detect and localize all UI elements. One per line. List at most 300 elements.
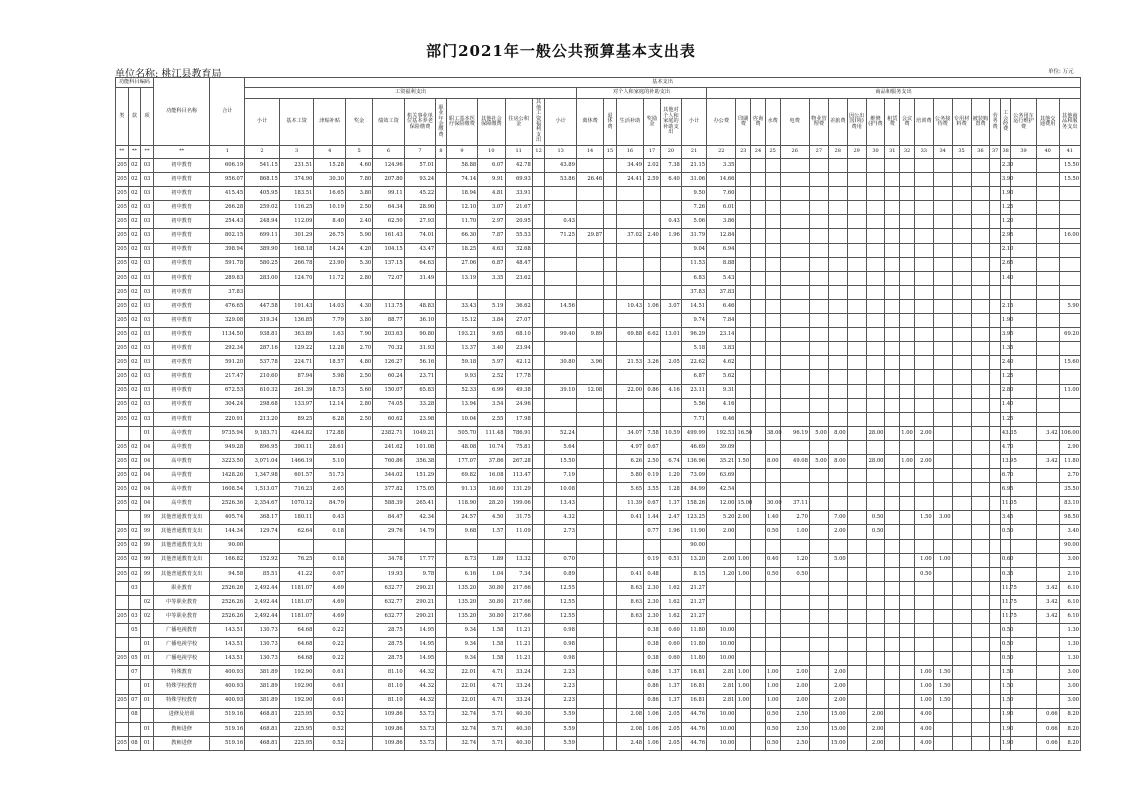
amount-cell: 44.32 — [404, 666, 436, 680]
amount-cell — [345, 610, 372, 624]
amount-cell: 1.25 — [1000, 201, 1011, 215]
amount-cell: 14.51 — [681, 299, 706, 313]
amount-cell — [990, 666, 1001, 680]
amount-cell: 1,513.07 — [245, 483, 280, 497]
amount-cell: 10.00 — [707, 638, 736, 652]
amount-cell: 5.90 — [1059, 299, 1080, 313]
amount-cell: 0.50 — [780, 567, 809, 581]
amount-cell: 5.65 — [616, 483, 643, 497]
amount-cell — [660, 243, 681, 257]
amount-cell: 28.61 — [314, 440, 346, 454]
amount-cell — [847, 483, 866, 497]
amount-cell — [604, 708, 617, 722]
amount-cell — [828, 159, 847, 173]
func-code-cell: 02 — [128, 173, 141, 187]
table-row — [116, 722, 1081, 736]
amount-cell — [345, 285, 372, 299]
amount-cell — [933, 398, 952, 412]
amount-cell — [847, 638, 866, 652]
amount-cell: 10.04 — [446, 412, 478, 426]
amount-cell — [866, 398, 885, 412]
amount-cell: 3.42 — [1036, 610, 1059, 624]
amount-cell: 468.81 — [245, 736, 280, 750]
amount-cell — [900, 412, 915, 426]
amount-cell: 1.00 — [914, 553, 933, 567]
amount-cell: 0.41 — [616, 511, 643, 525]
amount-cell — [900, 652, 915, 666]
amount-cell — [900, 215, 915, 229]
func-code-cell: 05 — [128, 652, 141, 666]
amount-cell — [809, 567, 828, 581]
amount-cell: 5.59 — [545, 708, 577, 722]
amount-cell — [532, 384, 545, 398]
amount-cell: 5.10 — [314, 454, 346, 468]
amount-cell: 304.24 — [210, 398, 245, 412]
amount-cell: 7.34 — [505, 567, 532, 581]
amount-cell — [780, 285, 809, 299]
amount-cell: 15.00 — [828, 736, 847, 750]
func-code-cell: 02 — [141, 610, 154, 624]
amount-cell: 9.68 — [446, 525, 478, 539]
amount-cell: 13.95 — [1000, 454, 1011, 468]
amount-cell — [866, 243, 885, 257]
amount-cell: 938.81 — [245, 328, 280, 342]
amount-cell — [345, 722, 372, 736]
amount-cell: 0.18 — [314, 553, 346, 567]
amount-cell — [532, 581, 545, 595]
amount-cell: 254.43 — [210, 215, 245, 229]
amount-cell: 0.86 — [644, 384, 661, 398]
amount-cell: 591.78 — [210, 257, 245, 271]
table-row — [116, 525, 1081, 539]
amount-cell — [576, 624, 603, 638]
table-row — [116, 285, 1081, 299]
amount-cell — [436, 356, 447, 370]
amount-cell — [736, 469, 751, 483]
amount-cell — [1011, 257, 1036, 271]
table-row — [116, 257, 1081, 271]
amount-cell — [900, 722, 915, 736]
amount-cell — [914, 215, 933, 229]
amount-cell — [971, 638, 990, 652]
amount-cell: 699.11 — [245, 229, 280, 243]
amount-cell — [736, 243, 751, 257]
func-code-cell: 03 — [141, 412, 154, 426]
amount-cell — [847, 285, 866, 299]
amount-cell: 89.25 — [279, 412, 314, 426]
amount-cell: 85.51 — [245, 567, 280, 581]
amount-cell: 10.00 — [707, 624, 736, 638]
func-code-cell: 03 — [141, 370, 154, 384]
amount-cell: 38.00 — [765, 426, 780, 440]
amount-cell: 283.00 — [245, 271, 280, 285]
amount-cell — [885, 736, 900, 750]
amount-cell: 5.59 — [545, 722, 577, 736]
amount-cell — [866, 257, 885, 271]
amount-cell: 8.88 — [707, 257, 736, 271]
func-code-cell: 205 — [116, 736, 129, 750]
amount-cell: 1.58 — [478, 638, 505, 652]
amount-cell: 26.75 — [314, 229, 346, 243]
amount-cell — [952, 638, 971, 652]
amount-cell: 14.95 — [404, 624, 436, 638]
amount-cell: 35.21 — [707, 454, 736, 468]
amount-cell: 90.80 — [404, 328, 436, 342]
amount-cell — [828, 398, 847, 412]
amount-cell: 136.96 — [681, 454, 706, 468]
amount-cell — [914, 370, 933, 384]
amount-cell — [847, 680, 866, 694]
amount-cell — [751, 412, 766, 426]
amount-cell — [1000, 285, 1011, 299]
amount-cell: 786.91 — [505, 426, 532, 440]
column-header: 专用材料费 — [952, 99, 971, 146]
table-row — [116, 229, 1081, 243]
amount-cell — [828, 187, 847, 201]
amount-cell — [971, 412, 990, 426]
table-row — [116, 159, 1081, 173]
amount-cell — [1011, 736, 1036, 750]
amount-cell: 1.44 — [644, 511, 661, 525]
amount-cell: 11.75 — [1000, 595, 1011, 609]
amount-cell — [532, 483, 545, 497]
func-code-cell: 205 — [116, 567, 129, 581]
amount-cell — [576, 708, 603, 722]
amount-cell — [828, 271, 847, 285]
amount-cell — [736, 440, 751, 454]
amount-cell — [751, 666, 766, 680]
amount-cell — [990, 426, 1001, 440]
amount-cell — [780, 243, 809, 257]
amount-cell: 949.28 — [210, 440, 245, 454]
amount-cell — [780, 328, 809, 342]
amount-cell — [828, 229, 847, 243]
amount-cell: 4.30 — [345, 299, 372, 313]
amount-cell: 3.42 — [1036, 581, 1059, 595]
amount-cell: 4.20 — [345, 243, 372, 257]
amount-cell: 1.00 — [765, 680, 780, 694]
amount-cell — [990, 187, 1001, 201]
amount-cell — [604, 638, 617, 652]
amount-cell — [971, 610, 990, 624]
amount-cell: 5.71 — [478, 722, 505, 736]
amount-cell: 1134.50 — [210, 328, 245, 342]
amount-cell — [1011, 285, 1036, 299]
amount-cell — [971, 736, 990, 750]
amount-cell: 3.40 — [478, 342, 505, 356]
amount-cell — [532, 314, 545, 328]
amount-cell — [532, 539, 545, 553]
column-index: 13 — [545, 146, 577, 159]
amount-cell: 0.70 — [545, 553, 577, 567]
amount-cell: 7.58 — [644, 426, 661, 440]
amount-cell — [885, 539, 900, 553]
amount-cell — [765, 370, 780, 384]
amount-cell: 0.67 — [644, 497, 661, 511]
amount-cell — [971, 511, 990, 525]
lei-header: 类 — [116, 88, 129, 146]
amount-cell: 0.50 — [765, 525, 780, 539]
amount-cell — [345, 652, 372, 666]
amount-cell: 11.75 — [1000, 610, 1011, 624]
amount-cell — [436, 652, 447, 666]
amount-cell: 2382.71 — [373, 426, 405, 440]
amount-cell — [952, 229, 971, 243]
amount-cell: 17.77 — [404, 553, 436, 567]
amount-cell: 129.74 — [245, 525, 280, 539]
amount-cell: 33.24 — [505, 666, 532, 680]
amount-cell — [780, 257, 809, 271]
amount-cell: 265.41 — [404, 497, 436, 511]
amount-cell: 2.50 — [780, 736, 809, 750]
amount-cell: 143.51 — [210, 638, 245, 652]
amount-cell: 1.00 — [765, 666, 780, 680]
amount-cell — [660, 314, 681, 328]
amount-cell — [914, 285, 933, 299]
amount-cell: 9.91 — [478, 173, 505, 187]
amount-cell: 4.00 — [914, 722, 933, 736]
amount-cell — [952, 511, 971, 525]
func-code-cell: 99 — [141, 525, 154, 539]
amount-cell: 267.28 — [505, 454, 532, 468]
func-name-cell: 广播电视学校 — [153, 652, 210, 666]
amount-cell — [644, 201, 661, 215]
amount-cell: 956.07 — [210, 173, 245, 187]
func-code-cell: 205 — [116, 173, 129, 187]
amount-cell: 499.99 — [681, 426, 706, 440]
amount-cell — [990, 412, 1001, 426]
amount-cell: 20.95 — [505, 215, 532, 229]
amount-cell: 0.66 — [1036, 708, 1059, 722]
amount-cell: 2.50 — [345, 201, 372, 215]
amount-cell — [990, 257, 1001, 271]
func-code-cell: 04 — [141, 497, 154, 511]
amount-cell: 113.75 — [373, 299, 405, 313]
amount-cell — [900, 483, 915, 497]
amount-cell — [576, 257, 603, 271]
amount-cell: 3.84 — [478, 314, 505, 328]
amount-cell — [436, 680, 447, 694]
amount-cell: 1.58 — [478, 624, 505, 638]
func-code-cell — [116, 680, 129, 694]
amount-cell: 3.96 — [576, 356, 603, 370]
amount-cell — [900, 525, 915, 539]
amount-cell: 76.25 — [279, 553, 314, 567]
amount-cell: 30.80 — [545, 356, 577, 370]
amount-cell — [751, 694, 766, 708]
func-code-cell: 02 — [128, 215, 141, 229]
amount-cell: 33.24 — [505, 694, 532, 708]
column-header: 职业年金缴费 — [436, 99, 447, 146]
func-code-cell — [116, 722, 129, 736]
amount-cell — [885, 384, 900, 398]
amount-cell: 7.90 — [345, 328, 372, 342]
amount-cell — [1011, 201, 1036, 215]
amount-cell: 172.88 — [314, 426, 346, 440]
amount-cell — [809, 201, 828, 215]
amount-cell: 11.00 — [1059, 384, 1080, 398]
amount-cell: 9.34 — [446, 624, 478, 638]
amount-cell: 9.74 — [681, 314, 706, 328]
amount-cell — [1036, 159, 1059, 173]
amount-cell — [900, 595, 915, 609]
column-index: 23 — [736, 146, 751, 159]
amount-cell: 81.10 — [373, 680, 405, 694]
amount-cell — [751, 440, 766, 454]
amount-cell — [809, 328, 828, 342]
amount-cell: 2.40 — [1000, 356, 1011, 370]
amount-cell — [436, 708, 447, 722]
amount-cell — [809, 553, 828, 567]
amount-cell: 398.94 — [210, 243, 245, 257]
amount-cell: 5.98 — [314, 370, 346, 384]
amount-cell — [314, 285, 346, 299]
amount-cell: 69.20 — [1059, 328, 1080, 342]
amount-cell: 4.62 — [707, 356, 736, 370]
amount-cell — [765, 215, 780, 229]
amount-cell: 22.01 — [446, 680, 478, 694]
func-name-cell: 初中教育 — [153, 159, 210, 173]
amount-cell: 2.10 — [1059, 567, 1080, 581]
amount-cell: 3.35 — [707, 159, 736, 173]
column-header: 办公费 — [707, 99, 736, 146]
amount-cell: 13.43 — [545, 497, 577, 511]
amount-cell — [933, 610, 952, 624]
amount-cell — [952, 567, 971, 581]
amount-cell — [751, 285, 766, 299]
amount-cell — [971, 285, 990, 299]
amount-cell: 52.33 — [446, 384, 478, 398]
amount-cell — [245, 539, 280, 553]
amount-cell — [532, 243, 545, 257]
amount-cell: 133.97 — [279, 398, 314, 412]
amount-cell: 290.21 — [404, 595, 436, 609]
func-code-cell: 03 — [141, 243, 154, 257]
amount-cell — [847, 595, 866, 609]
amount-cell — [990, 328, 1001, 342]
func-code-cell: 02 — [128, 243, 141, 257]
amount-cell — [576, 440, 603, 454]
amount-cell: 207.80 — [373, 173, 405, 187]
amount-cell: 17.78 — [505, 370, 532, 384]
amount-cell: 32.74 — [446, 722, 478, 736]
amount-cell — [660, 271, 681, 285]
func-name-cell: 高中教育 — [153, 497, 210, 511]
func-code-cell: 01 — [141, 680, 154, 694]
amount-cell — [809, 398, 828, 412]
table-row — [116, 680, 1081, 694]
func-code-cell — [116, 708, 129, 722]
amount-cell — [971, 215, 990, 229]
amount-cell: 49.08 — [780, 454, 809, 468]
func-code-cell: 02 — [128, 187, 141, 201]
amount-cell: 1.00 — [933, 553, 952, 567]
amount-cell — [765, 539, 780, 553]
amount-cell — [532, 652, 545, 666]
amount-cell — [809, 356, 828, 370]
column-index: ** — [128, 146, 141, 159]
func-code-cell: 205 — [116, 454, 129, 468]
amount-cell: 11.80 — [681, 638, 706, 652]
amount-cell — [809, 722, 828, 736]
column-index: 4 — [314, 146, 346, 159]
amount-cell: 588.39 — [373, 497, 405, 511]
amount-cell — [436, 159, 447, 173]
amount-cell — [933, 299, 952, 313]
amount-cell — [644, 187, 661, 201]
amount-cell — [933, 159, 952, 173]
amount-cell — [1036, 469, 1059, 483]
amount-cell — [604, 440, 617, 454]
amount-cell — [900, 285, 915, 299]
amount-cell: 1.37 — [660, 666, 681, 680]
amount-cell: 74.05 — [373, 398, 405, 412]
amount-cell: 415.45 — [210, 187, 245, 201]
amount-cell: 2.80 — [1000, 384, 1011, 398]
amount-cell — [736, 215, 751, 229]
amount-cell: 44.76 — [681, 708, 706, 722]
amount-cell — [847, 694, 866, 708]
func-name-cell: 进修及培训 — [153, 708, 210, 722]
amount-cell: 1.90 — [1000, 722, 1011, 736]
amount-cell: 14.24 — [314, 243, 346, 257]
amount-cell — [933, 736, 952, 750]
amount-cell — [990, 722, 1001, 736]
amount-cell — [532, 229, 545, 243]
amount-cell — [900, 299, 915, 313]
amount-cell: 126.27 — [373, 356, 405, 370]
amount-cell: 231.51 — [279, 159, 314, 173]
amount-cell — [751, 299, 766, 313]
amount-cell — [1059, 201, 1080, 215]
amount-cell: 5.56 — [681, 398, 706, 412]
amount-cell: 6.40 — [660, 173, 681, 187]
amount-cell — [885, 666, 900, 680]
amount-cell: 6.16 — [446, 567, 478, 581]
amount-cell — [900, 229, 915, 243]
func-code-cell: 205 — [116, 159, 129, 173]
table-row — [116, 497, 1081, 511]
func-code-cell: 02 — [141, 595, 154, 609]
amount-cell — [765, 299, 780, 313]
amount-cell — [866, 680, 885, 694]
amount-cell — [765, 398, 780, 412]
amount-cell — [990, 483, 1001, 497]
amount-cell — [990, 525, 1001, 539]
amount-cell: 5.00 — [809, 426, 828, 440]
func-code-cell: 08 — [128, 708, 141, 722]
amount-cell: 591.20 — [210, 356, 245, 370]
amount-cell — [847, 201, 866, 215]
amount-cell: 0.50 — [1000, 652, 1011, 666]
amount-cell: 0.38 — [644, 638, 661, 652]
amount-cell: 224.71 — [279, 356, 314, 370]
func-code-cell — [116, 595, 129, 609]
amount-cell — [576, 187, 603, 201]
amount-cell: 69.93 — [505, 173, 532, 187]
amount-cell — [751, 454, 766, 468]
amount-cell — [604, 595, 617, 609]
amount-cell: 292.34 — [210, 342, 245, 356]
amount-cell: 2.50 — [780, 708, 809, 722]
amount-cell: 1.37 — [660, 497, 681, 511]
amount-cell — [751, 398, 766, 412]
amount-cell: 1.25 — [1000, 370, 1011, 384]
amount-cell — [436, 271, 447, 285]
amount-cell — [1011, 722, 1036, 736]
amount-cell: 106.00 — [1059, 426, 1080, 440]
amount-cell — [1036, 215, 1059, 229]
